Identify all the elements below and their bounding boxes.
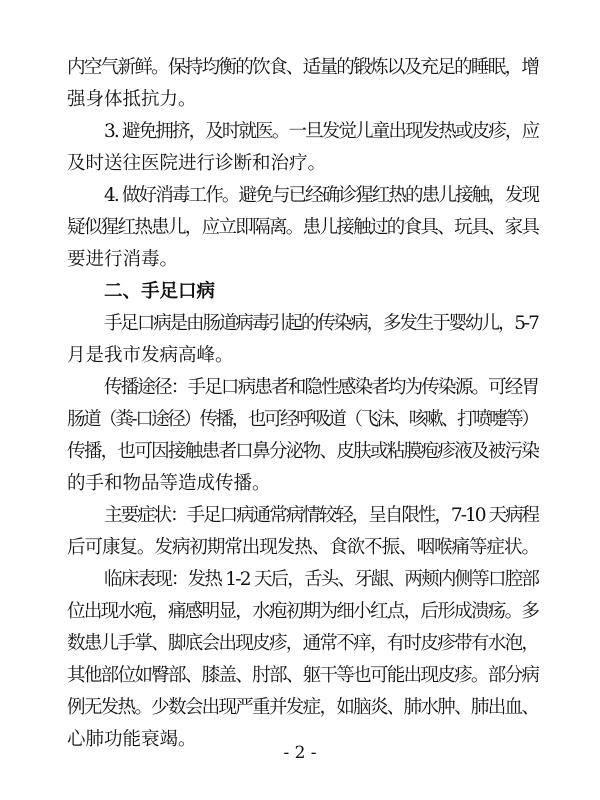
line-text: 强身体抵抗力。	[67, 89, 197, 110]
line-text: 内空气新鲜。保持均衡的饮食、适量的锻炼以及充足的睡眠，增	[67, 57, 539, 78]
heading-text: 二、手足口病	[104, 281, 216, 302]
line-text: 传播途径：手足口病患者和隐性感染者均为传染源。可经胃	[104, 377, 539, 398]
line-text: 心肺功能衰竭。	[67, 729, 197, 750]
line-text: 要进行消毒。	[67, 249, 179, 270]
line-text: 肠道（粪-口途径）传播，也可经呼吸道（飞沫、咳嗽、打喷嚏等）	[67, 409, 538, 430]
line-text: 位出现水疱，痛感明显，水疱初期为细小红点，后形成溃疡。多	[67, 601, 539, 622]
line-text: 月是我市发病高峰。	[67, 345, 234, 366]
line-text: 的手和物品等造成传播。	[67, 473, 271, 494]
line-text: 手足口病是由肠道病毒引起的传染病，多发生于婴幼儿，5-7	[104, 313, 538, 334]
line-text: 4. 做好消毒工作。避免与已经确诊猩红热的患儿接触，发现	[104, 185, 539, 206]
line-text: 例无发热。少数会出现严重并发症，如脑炎、肺水肿、肺出血、	[67, 697, 539, 718]
line-text: 疑似猩红热患儿，应立即隔离。患儿接触过的食具、玩具、家具	[67, 217, 539, 238]
line-text: 其他部位如臀部、膝盖、肘部、躯干等也可能出现皮疹。部分病	[67, 665, 539, 686]
page-number: - 2 -	[283, 743, 317, 763]
line-text: 数患儿手掌、脚底会出现皮疹，通常不痒，有时皮疹带有水泡，	[67, 633, 539, 654]
line-text: 后可康复。发病初期常出现发热、食欲不振、咽喉痛等症状。	[67, 537, 539, 558]
line-text: 3. 避免拥挤，及时就医。一旦发觉儿童出现发热或皮疹，应	[104, 121, 539, 142]
line-text: 主要症状：手足口病通常病情较轻，呈自限性，7-10 天病程	[104, 505, 539, 526]
line-text: 临床表现：发热 1-2 天后，舌头、牙龈、两颊内侧等口腔部	[104, 569, 539, 590]
line-text: 及时送往医院进行诊断和治疗。	[67, 153, 327, 174]
line-text: 传播，也可因接触患者口鼻分泌物、皮肤或粘膜疱疹液及被污染	[67, 441, 539, 462]
